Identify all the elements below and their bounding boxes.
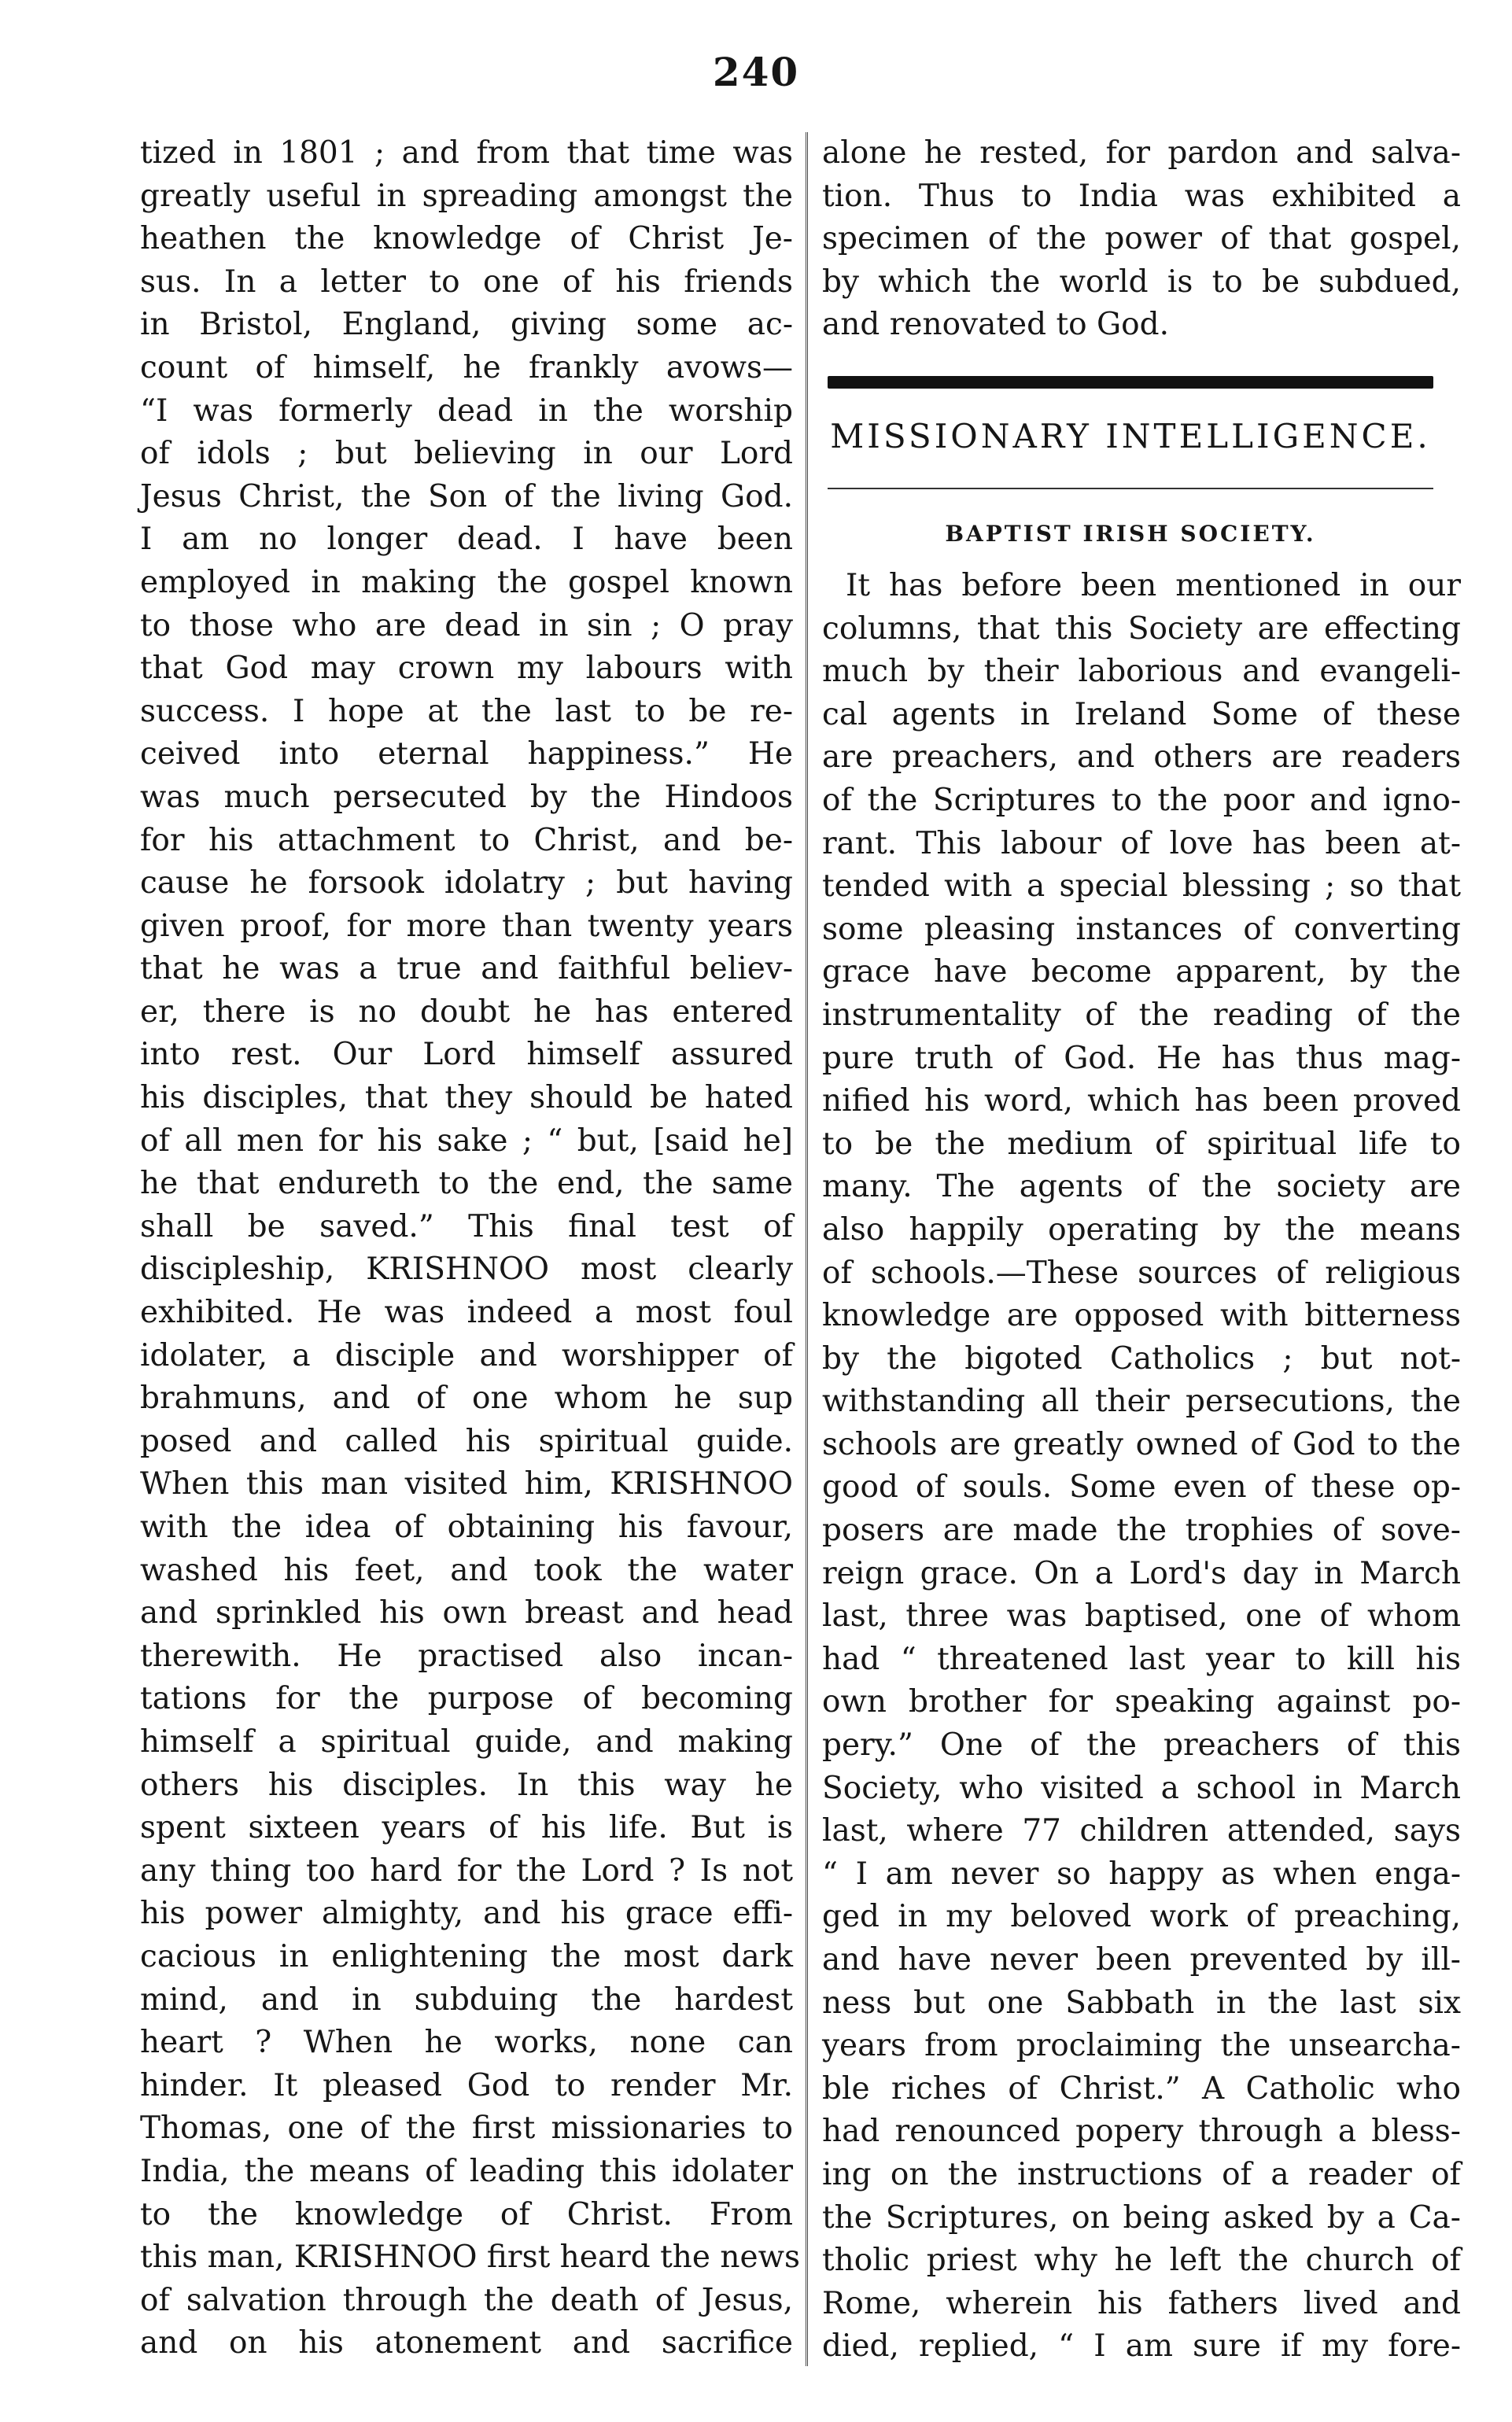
text-line: that he was a true and faithful believ- — [140, 951, 793, 987]
text-line: had “ threatened last year to kill his — [822, 1641, 1461, 1677]
text-line: greatly useful in spreading amongst the — [140, 178, 793, 214]
text-line: count of himself, he frankly avows— — [140, 349, 793, 385]
text-line: columns, that this Society are effecting — [822, 610, 1461, 647]
text-line: schools are greatly owned of God to the — [822, 1426, 1461, 1462]
text-line: others his disciples. In this way he — [140, 1767, 793, 1803]
text-line: of the Scriptures to the poor and igno- — [822, 782, 1461, 818]
text-line: sus. In a letter to one of his friends — [140, 264, 793, 300]
text-line: last, three was baptised, one of whom — [822, 1598, 1461, 1635]
text-line: instrumentality of the reading of the — [822, 997, 1461, 1033]
text-line: reign grace. On a Lord's day in March — [822, 1555, 1461, 1591]
text-line: ing on the instructions of a reader of — [822, 2156, 1461, 2192]
text-line: own brother for speaking against po- — [822, 1684, 1461, 1720]
text-line: he that endureth to the end, the same — [140, 1166, 793, 1202]
text-line: specimen of the power of that gospel, — [822, 221, 1461, 257]
text-line: ceived into eternal happiness.” He — [140, 736, 793, 772]
article-heading: BAPTIST IRISH SOCIETY. — [945, 521, 1316, 547]
text-line: and on his atonement and sacrifice — [140, 2325, 793, 2361]
text-line: into rest. Our Lord himself assured — [140, 1037, 793, 1073]
page-number: 240 — [712, 49, 800, 95]
text-line: alone he rested, for pardon and salva- — [822, 135, 1461, 171]
text-line: and have never been prevented by ill- — [822, 1942, 1461, 1978]
text-line: heathen the knowledge of Christ Je- — [140, 221, 793, 257]
right-column-top — [822, 132, 1461, 347]
text-line: his power almighty, and his grace effi- — [140, 1896, 793, 1932]
text-line: died, replied, “ I am sure if my fore- — [822, 2328, 1461, 2365]
column-divider — [806, 132, 808, 2366]
text-line: India, the means of leading this idolater — [140, 2153, 793, 2189]
text-line: It has before been mentioned in our — [846, 568, 1461, 603]
section-heading: MISSIONARY INTELLIGENCE. — [830, 417, 1431, 455]
text-line: therewith. He practised also incan- — [140, 1638, 793, 1674]
text-line: years from proclaiming the unsearcha- — [822, 2028, 1461, 2064]
text-line: ness but one Sabbath in the last six — [822, 1985, 1461, 2021]
text-line: grace have become apparent, by the — [822, 954, 1461, 990]
text-line: brahmuns, and of one whom he sup — [140, 1381, 793, 1417]
text-line: that God may crown my labours with — [140, 651, 793, 687]
text-line: withstanding all their persecutions, the — [822, 1384, 1461, 1420]
text-line: tholic priest why he left the church of — [822, 2243, 1461, 2279]
text-line: to the knowledge of Christ. From — [140, 2196, 793, 2232]
text-line: Thomas, one of the first missionaries to — [140, 2110, 793, 2147]
text-line: nified his word, which has been proved — [822, 1083, 1461, 1119]
text-line: in Bristol, England, giving some ac- — [140, 307, 793, 343]
text-line: good of souls. Some even of these op- — [822, 1469, 1461, 1506]
text-line: cause he forsook idolatry ; but having — [140, 865, 793, 901]
text-line: posed and called his spiritual guide. — [140, 1423, 793, 1459]
text-line: tations for the purpose of becoming — [140, 1681, 793, 1717]
text-line: by which the world is to be subdued, — [822, 264, 1461, 300]
text-line: and sprinkled his own breast and head — [140, 1595, 793, 1631]
text-line: and renovated to God. — [822, 307, 1169, 343]
text-line: some pleasing instances of converting — [822, 911, 1461, 947]
text-line: this man, KRISHNOO first heard the news — [140, 2240, 800, 2276]
text-line: I am no longer dead. I have been — [140, 522, 793, 558]
text-line: had renounced popery through a bless- — [822, 2114, 1461, 2150]
text-line: much by their laborious and evangeli- — [822, 654, 1461, 690]
text-line: pery.” One of the preachers of this — [822, 1727, 1461, 1764]
text-line: er, there is no doubt he has entered — [140, 993, 793, 1030]
text-line: knowledge are opposed with bitterness — [822, 1298, 1461, 1334]
text-line: cal agents in Ireland Some of these — [822, 696, 1461, 732]
text-line: pure truth of God. He has thus mag- — [822, 1040, 1461, 1076]
text-line: for his attachment to Christ, and be- — [140, 822, 793, 858]
text-line: tized in 1801 ; and from that time was — [140, 135, 793, 171]
heading-rule-thin — [828, 488, 1433, 489]
text-line: ble riches of Christ.” A Catholic who — [822, 2070, 1461, 2107]
text-line: “ I am never so happy as when enga- — [822, 1856, 1461, 1892]
text-line: with the idea of obtaining his favour, — [140, 1510, 793, 1545]
text-line: tended with a special blessing ; so that — [822, 868, 1461, 905]
text-line: many. The agents of the society are — [822, 1169, 1461, 1205]
text-line: “I was formerly dead in the worship — [140, 393, 793, 429]
text-line: success. I hope at the last to be re- — [140, 693, 793, 729]
text-line: Society, who visited a school in March — [822, 1770, 1461, 1806]
text-line: of salvation through the death of Jesus, — [140, 2282, 793, 2318]
text-line: last, where 77 children attended, says — [822, 1813, 1461, 1849]
right-column-article — [822, 565, 1461, 2369]
text-line: himself a spiritual guide, and making — [140, 1723, 793, 1760]
text-line: are preachers, and others are readers — [822, 739, 1461, 776]
text-line: his disciples, that they should be hated — [140, 1080, 793, 1116]
text-line: When this man visited him, KRISHNOO — [140, 1466, 793, 1502]
text-line: discipleship, KRISHNOO most clearly — [140, 1252, 793, 1288]
text-line: mind, and in subduing the hardest — [140, 1981, 793, 2018]
text-line: any thing too hard for the Lord ? Is not — [140, 1852, 793, 1889]
text-line: rant. This labour of love has been at- — [822, 825, 1461, 861]
text-line: washed his feet, and took the water — [140, 1552, 793, 1588]
text-line: to be the medium of spiritual life to — [822, 1126, 1461, 1162]
text-line: idolater, a disciple and worshipper of — [140, 1337, 793, 1373]
text-line: of schools.—These sources of religious — [822, 1255, 1461, 1291]
text-line: cacious in enlightening the most dark — [140, 1938, 793, 1974]
text-line: was much persecuted by the Hindoos — [140, 779, 793, 815]
left-column — [140, 132, 800, 2365]
text-line: by the bigoted Catholics ; but not- — [822, 1340, 1461, 1377]
heading-rule-thick — [828, 376, 1433, 389]
text-line: shall be saved.” This final test of — [140, 1208, 793, 1244]
text-line: employed in making the gospel known — [140, 564, 793, 600]
text-line: the Scriptures, on being asked by a Ca- — [822, 2199, 1461, 2236]
text-line: posers are made the trophies of sove- — [822, 1513, 1461, 1549]
text-line: Rome, wherein his fathers lived and — [822, 2285, 1461, 2321]
text-line: of all men for his sake ; “ but, [said he] — [140, 1123, 793, 1159]
text-line: Jesus Christ, the Son of the living God. — [140, 478, 793, 514]
text-line: hinder. It pleased God to render Mr. — [140, 2067, 793, 2103]
text-line: ged in my beloved work of preaching, — [822, 1899, 1461, 1935]
text-line: heart ? When he works, none can — [140, 2025, 793, 2061]
text-line: spent sixteen years of his life. But is — [140, 1810, 793, 1846]
text-line: exhibited. He was indeed a most foul — [140, 1295, 793, 1331]
text-line: tion. Thus to India was exhibited a — [822, 178, 1461, 214]
text-line: of idols ; but believing in our Lord — [140, 436, 793, 472]
text-line: to those who are dead in sin ; O pray — [140, 607, 793, 643]
text-line: also happily operating by the means — [822, 1211, 1461, 1248]
text-line: given proof, for more than twenty years — [140, 908, 793, 944]
